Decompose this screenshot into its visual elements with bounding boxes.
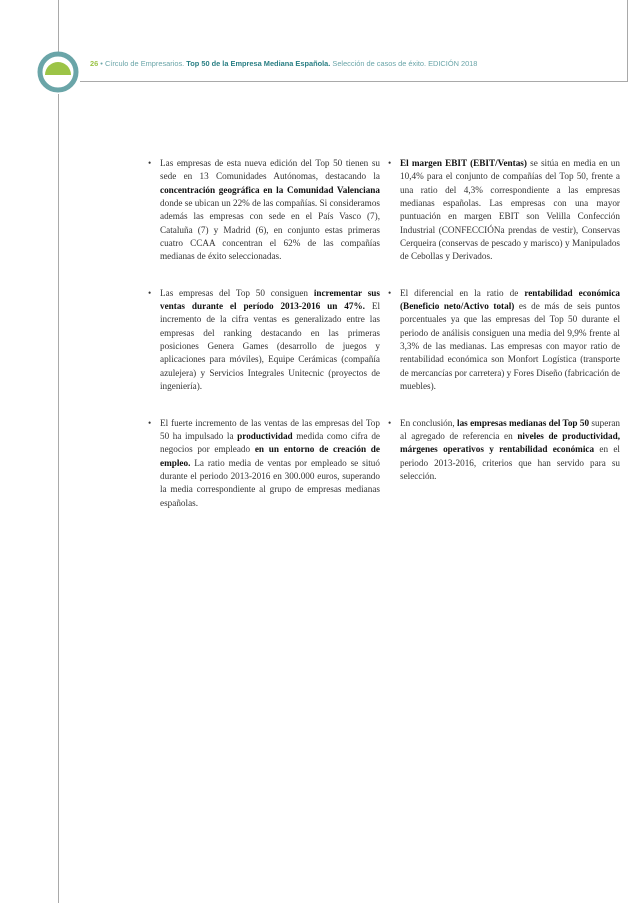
text-segment: es de más de seis puntos porcentuales ya que las empresas del Top 50 durante el periodo de análisis consiguen una media del 9,9% frente al 3,3% de las medianas. Las empresas con mayor ratio de rentabilidad económica son Monfort Logística (transporte de mercancías por carretera) y Fores Diseño (fabricación de muebles). bbox=[400, 301, 620, 392]
text-segment: medida como cifra de negocios por empleado bbox=[160, 430, 380, 455]
header-title: Top 50 de la Empresa Mediana Española. bbox=[186, 59, 331, 68]
header-rule bbox=[80, 81, 628, 82]
header-org: Círculo de Empresarios. bbox=[104, 59, 185, 68]
frame-left-line-bottom bbox=[58, 94, 59, 903]
bullet-item bbox=[388, 287, 620, 394]
bold-segment: las empresas medianas del Top 50 bbox=[457, 417, 590, 428]
text-segment: Las empresas del Top 50 consiguen bbox=[160, 287, 314, 298]
page-number: 26 bbox=[90, 59, 99, 68]
text-segment: se sitúa en media en un 10,4% para el conjunto de compañías del Top 50, frente a una ratio del 4,3% correspondiente a las empresas medianas españolas. Las empresas con una mayor puntuación en margen EBIT son Velilla Confección Industrial (CONFECCIÓNa prendas de vestir), Conservas Cerqueira (conservas de pescado y marisco) y Manipulados de Cebollas y Derivados. bbox=[400, 158, 620, 262]
bullet-icon: • bbox=[388, 158, 392, 168]
text-segment: El diferencial en la ratio de bbox=[400, 287, 525, 298]
text-segment: en el periodo 2013-2016, criterios que han servido para su selección. bbox=[400, 444, 620, 481]
bullet-item bbox=[388, 157, 620, 264]
bullet-icon: • bbox=[148, 417, 152, 428]
ring-logo-icon bbox=[36, 50, 80, 94]
bullet-item bbox=[148, 417, 380, 510]
bullet-item bbox=[148, 157, 380, 264]
bold-segment: niveles de productividad, márgenes operativos y rentabilidad económica bbox=[400, 430, 620, 455]
bold-segment: en un entorno de creación de empleo. bbox=[160, 444, 380, 468]
text-segment: El fuerte incremento de las ventas de las empresas del Top 50 ha impulsado la bbox=[160, 417, 380, 441]
bullet-icon: • bbox=[148, 287, 152, 298]
header-subtitle: Selección de casos de éxito. EDICIÓN 2018 bbox=[332, 59, 478, 68]
text-segment: La ratio media de ventas por empleado se situó durante el periodo 2013-2016 en 300.000 euros, superando la media correspondiente al grupo de empresas medianas españolas. bbox=[160, 457, 380, 508]
right-column bbox=[388, 157, 620, 506]
text-segment: donde se ubican un 22% de las compañías. Si consideramos además las empresas con sede en el País Vasco (7), Cataluña (7) y Madrid (6), en conjunto estas primeras cuatro CCAA concentran el 62% de las compañías medianas de éxito seleccionadas. bbox=[160, 198, 380, 262]
bold-segment: concentración geográfica en la Comunidad Valenciana bbox=[160, 184, 380, 195]
left-column bbox=[148, 157, 380, 533]
bullet-item bbox=[388, 417, 620, 484]
bullet-icon: • bbox=[388, 287, 392, 298]
bold-segment: productividad bbox=[237, 430, 293, 441]
text-segment: En conclusión, bbox=[400, 417, 458, 428]
bold-segment: incrementar sus ventas durante el período 2013-2016 un 47%. bbox=[160, 287, 380, 312]
bullet-icon: • bbox=[388, 417, 392, 428]
bullet-item bbox=[148, 287, 380, 394]
bold-segment: rentabilidad económica (Beneficio neto/Activo total) bbox=[400, 287, 620, 312]
bullet-icon: • bbox=[148, 158, 152, 168]
header-separator: • bbox=[100, 59, 103, 68]
running-header bbox=[90, 58, 630, 70]
text-segment: El incremento de la cifra ventas es generalizado entre las empresas del ranking destacando en las primeras posiciones Genera Games (desarrollo de juegos y aplicaciones para móviles), Equipe Cerámicas (compañía azulejera) y Servicios Integrales Unitecnic (proyectos de ingeniería). bbox=[160, 301, 380, 392]
text-segment: Las empresas de esta nueva edición del Top 50 tienen su sede en 13 Comunidades Autónomas, destacando la bbox=[160, 158, 380, 182]
bold-segment: El margen EBIT (EBIT/Ventas) bbox=[400, 158, 527, 168]
text-segment: superan al agregado de referencia en bbox=[400, 417, 620, 441]
frame-left-line-top bbox=[58, 0, 59, 52]
